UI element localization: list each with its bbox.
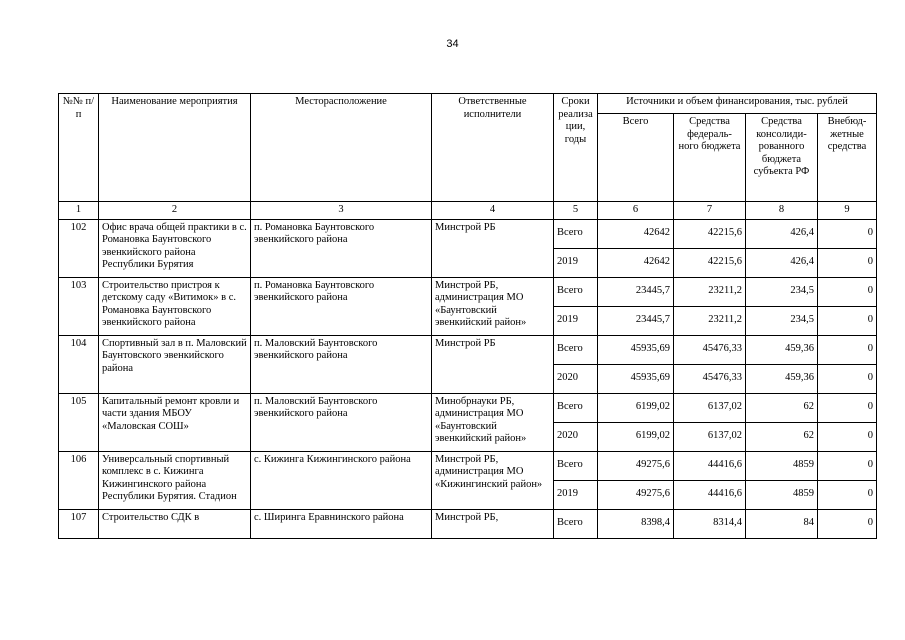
responsible-executors: Минстрой РБ, <box>432 509 554 538</box>
period-cell: Всего <box>554 219 598 248</box>
total-cell: 6199,02 <box>598 422 674 451</box>
federal-cell: 6137,02 <box>674 422 746 451</box>
extra-budget-cell: 0 <box>818 480 877 509</box>
row-number: 106 <box>59 451 99 509</box>
table-row <box>59 219 877 248</box>
federal-cell: 44416,6 <box>674 480 746 509</box>
responsible-executors: Минстрой РБ, администрация МО «Кижингинский район» <box>432 451 554 509</box>
total-cell: 23445,7 <box>598 306 674 335</box>
responsible-executors: Минобрнауки РБ, администрация МО «Баунтовский эвенкийский район» <box>432 393 554 451</box>
regional-cell: 4859 <box>746 480 818 509</box>
extra-budget-cell: 0 <box>818 219 877 248</box>
event-name: Капитальный ремонт кровли и части здания МБОУ «Маловская СОШ» <box>99 393 251 451</box>
regional-cell: 234,5 <box>746 277 818 306</box>
total-cell: 45935,69 <box>598 335 674 364</box>
header-period: Сроки реализа ции, годы <box>554 94 598 202</box>
column-number: 2 <box>99 202 251 220</box>
period-cell: Всего <box>554 335 598 364</box>
header-extra: Внебюд- жетные средства <box>818 114 877 202</box>
regional-cell: 62 <box>746 393 818 422</box>
period-cell: 2019 <box>554 248 598 277</box>
column-number: 4 <box>432 202 554 220</box>
table-row <box>59 277 877 306</box>
total-cell: 49275,6 <box>598 480 674 509</box>
extra-budget-cell: 0 <box>818 277 877 306</box>
header-name: Наименование мероприятия <box>99 94 251 202</box>
period-cell: Всего <box>554 509 598 538</box>
event-location: п. Романовка Баунтовского эвенкийского района <box>251 277 432 335</box>
table-row <box>59 335 877 364</box>
regional-cell: 4859 <box>746 451 818 480</box>
column-number: 3 <box>251 202 432 220</box>
period-cell: 2019 <box>554 306 598 335</box>
responsible-executors: Минстрой РБ <box>432 335 554 393</box>
column-number-row <box>59 202 877 220</box>
event-name: Спортивный зал в п. Маловский Баунтовского эвенкийского района <box>99 335 251 393</box>
regional-cell: 62 <box>746 422 818 451</box>
federal-cell: 23211,2 <box>674 277 746 306</box>
column-number: 1 <box>59 202 99 220</box>
total-cell: 45935,69 <box>598 364 674 393</box>
header-federal: Средства федераль- ного бюджета <box>674 114 746 202</box>
federal-cell: 42215,6 <box>674 248 746 277</box>
total-cell: 6199,02 <box>598 393 674 422</box>
event-location: с. Кижинга Кижингинского района <box>251 451 432 509</box>
row-number: 105 <box>59 393 99 451</box>
event-location: п. Маловский Баунтовского эвенкийского района <box>251 335 432 393</box>
total-cell: 49275,6 <box>598 451 674 480</box>
extra-budget-cell: 0 <box>818 509 877 538</box>
regional-cell: 234,5 <box>746 306 818 335</box>
extra-budget-cell: 0 <box>818 364 877 393</box>
event-location: п. Романовка Баунтовского эвенкийского района <box>251 219 432 277</box>
financing-table <box>58 93 877 539</box>
header-total: Всего <box>598 114 674 202</box>
column-number: 8 <box>746 202 818 220</box>
header-responsible: Ответственные исполнители <box>432 94 554 202</box>
event-name: Универсальный спортивный комплекс в с. Кижинга Кижингинского района Республики Бурятия. Стадион <box>99 451 251 509</box>
table-row <box>59 451 877 480</box>
event-name: Строительство пристроя к детскому саду «Витимок» в с. Романовка Баунтовского эвенкийского района <box>99 277 251 335</box>
regional-cell: 459,36 <box>746 364 818 393</box>
period-cell: 2020 <box>554 364 598 393</box>
regional-cell: 459,36 <box>746 335 818 364</box>
regional-cell: 426,4 <box>746 248 818 277</box>
header-location: Месторасположение <box>251 94 432 202</box>
federal-cell: 45476,33 <box>674 364 746 393</box>
total-cell: 42642 <box>598 219 674 248</box>
extra-budget-cell: 0 <box>818 306 877 335</box>
regional-cell: 426,4 <box>746 219 818 248</box>
column-number: 5 <box>554 202 598 220</box>
period-cell: 2019 <box>554 480 598 509</box>
extra-budget-cell: 0 <box>818 422 877 451</box>
table-row <box>59 393 877 422</box>
header-sources: Источники и объем финансирования, тыс. рублей <box>598 94 877 114</box>
federal-cell: 42215,6 <box>674 219 746 248</box>
federal-cell: 23211,2 <box>674 306 746 335</box>
column-number: 6 <box>598 202 674 220</box>
row-number: 103 <box>59 277 99 335</box>
federal-cell: 45476,33 <box>674 335 746 364</box>
row-number: 107 <box>59 509 99 538</box>
row-number: 102 <box>59 219 99 277</box>
extra-budget-cell: 0 <box>818 335 877 364</box>
federal-cell: 44416,6 <box>674 451 746 480</box>
total-cell: 8398,4 <box>598 509 674 538</box>
total-cell: 42642 <box>598 248 674 277</box>
event-location: с. Ширинга Еравнинского района <box>251 509 432 538</box>
period-cell: Всего <box>554 277 598 306</box>
responsible-executors: Минстрой РБ, администрация МО «Баунтовский эвенкийский район» <box>432 277 554 335</box>
period-cell: 2020 <box>554 422 598 451</box>
period-cell: Всего <box>554 451 598 480</box>
table-row <box>59 509 877 538</box>
event-name: Офис врача общей практики в с. Романовка Баунтовского эвенкийского района Республики Бурятия <box>99 219 251 277</box>
federal-cell: 8314,4 <box>674 509 746 538</box>
column-number: 9 <box>818 202 877 220</box>
federal-cell: 6137,02 <box>674 393 746 422</box>
column-number: 7 <box>674 202 746 220</box>
extra-budget-cell: 0 <box>818 451 877 480</box>
event-location: п. Маловский Баунтовского эвенкийского района <box>251 393 432 451</box>
row-number: 104 <box>59 335 99 393</box>
total-cell: 23445,7 <box>598 277 674 306</box>
extra-budget-cell: 0 <box>818 248 877 277</box>
extra-budget-cell: 0 <box>818 393 877 422</box>
event-name: Строительство СДК в <box>99 509 251 538</box>
period-cell: Всего <box>554 393 598 422</box>
regional-cell: 84 <box>746 509 818 538</box>
page-number: 34 <box>446 38 459 50</box>
header-num: №№ п/п <box>59 94 99 202</box>
responsible-executors: Минстрой РБ <box>432 219 554 277</box>
header-regional: Средства консолиди- рованного бюджета субъекта РФ <box>746 114 818 202</box>
